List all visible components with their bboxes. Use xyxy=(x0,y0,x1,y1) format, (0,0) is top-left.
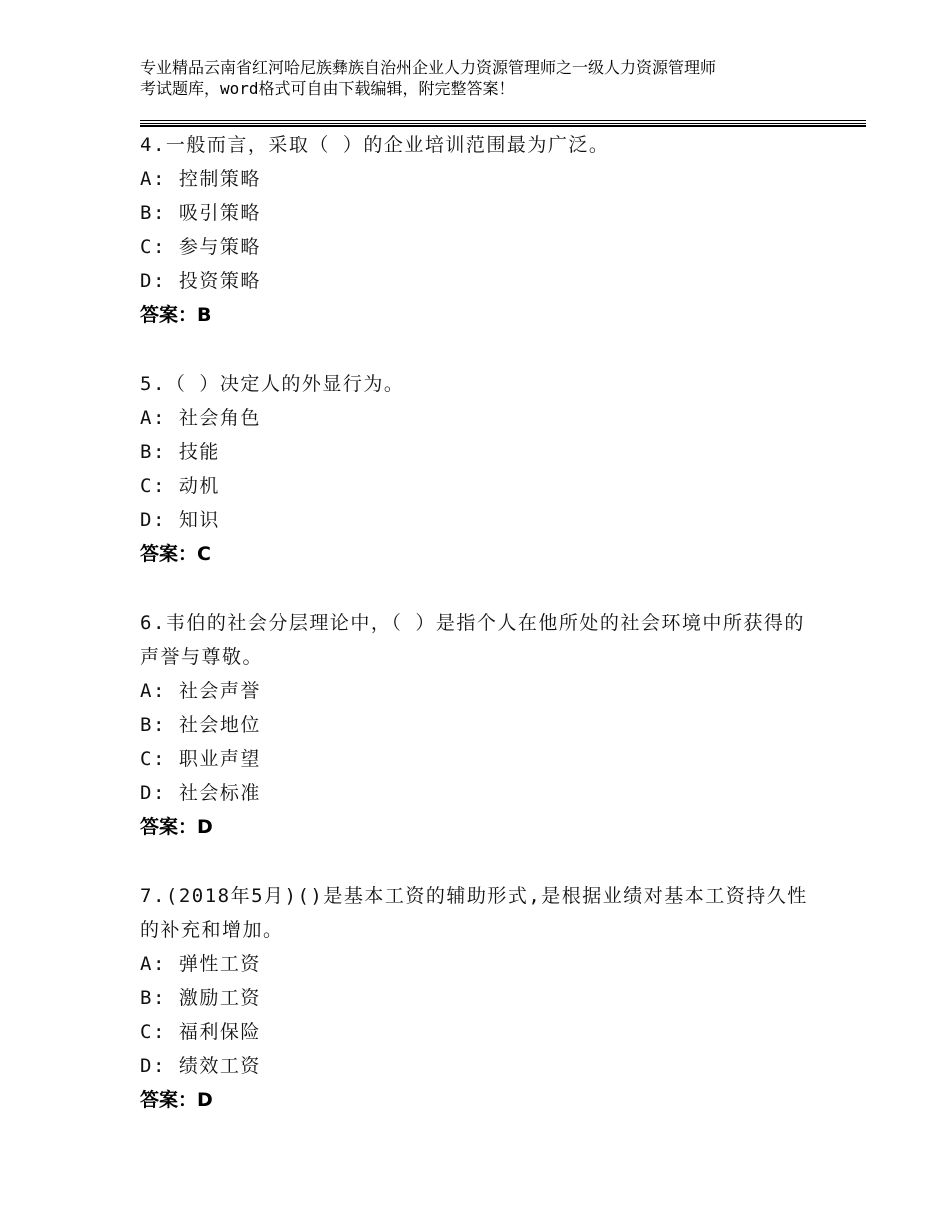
option-c: C: 动机 xyxy=(140,475,220,497)
question-list xyxy=(140,127,820,1152)
question-stem: 6.韦伯的社会分层理论中，（ ）是指个人在他所处的社会环境中所获得的声誉与尊敬。 xyxy=(140,612,805,668)
header-title-line-1: 专业精品云南省红河哈尼族彝族自治州企业人力资源管理师之一级人力资源管理师 xyxy=(140,58,717,77)
question-7 xyxy=(140,879,820,1117)
option-d: D: 投资策略 xyxy=(140,270,261,292)
option-b: B: 吸引策略 xyxy=(140,202,261,224)
header-title-line-2: 考试题库，word格式可自由下载编辑，附完整答案！ xyxy=(140,79,515,98)
option-d: D: 绩效工资 xyxy=(140,1055,261,1077)
option-a: A: 弹性工资 xyxy=(140,953,261,975)
option-a: A: 控制策略 xyxy=(140,168,261,190)
option-d: D: 社会标准 xyxy=(140,782,261,804)
option-c: C: 福利保险 xyxy=(140,1021,261,1043)
question-4 xyxy=(140,128,820,332)
question-stem: 7.(2018年5月)()是基本工资的辅助形式,是根据业绩对基本工资持久性的补充和增加。 xyxy=(140,885,808,941)
option-a: A: 社会声誉 xyxy=(140,680,261,702)
option-a: A: 社会角色 xyxy=(140,407,261,429)
option-b: B: 激励工资 xyxy=(140,987,261,1009)
question-5 xyxy=(140,367,820,571)
header-divider-thin-top xyxy=(140,120,866,121)
header-divider-thin-middle xyxy=(140,123,866,124)
answer-text: 答案：B xyxy=(140,304,212,326)
answer-text: 答案：C xyxy=(140,543,211,565)
option-d: D: 知识 xyxy=(140,509,220,531)
answer-text: 答案：D xyxy=(140,1089,213,1111)
option-c: C: 职业声望 xyxy=(140,748,261,770)
question-stem: 4.一般而言，采取（ ）的企业培训范围最为广泛。 xyxy=(140,134,610,156)
answer-text: 答案：D xyxy=(140,816,213,838)
option-b: B: 技能 xyxy=(140,441,220,463)
option-c: C: 参与策略 xyxy=(140,236,261,258)
question-6 xyxy=(140,606,820,844)
document-header xyxy=(140,57,840,99)
option-b: B: 社会地位 xyxy=(140,714,261,736)
question-stem: 5.（ ）决定人的外显行为。 xyxy=(140,373,405,395)
